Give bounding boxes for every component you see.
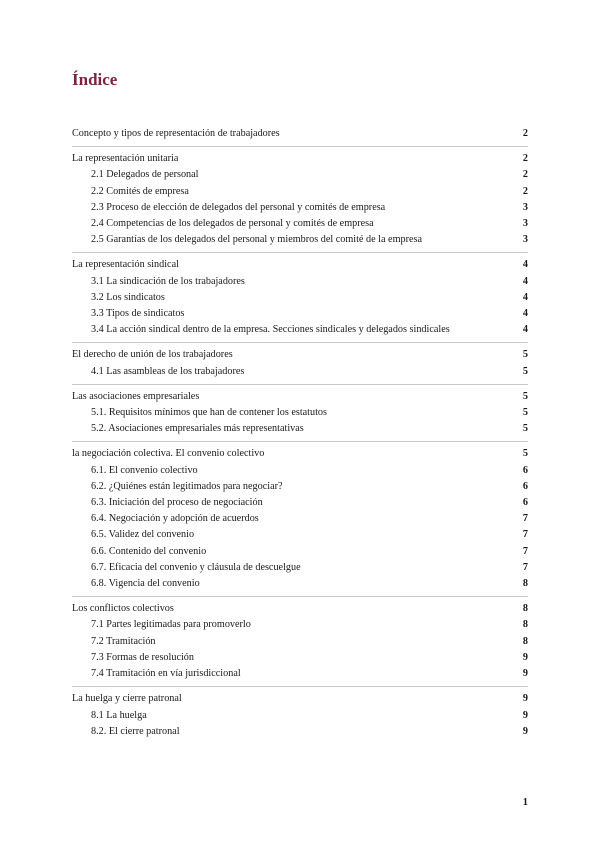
toc-entry-label: 4.1 Las asambleas de los trabajadores bbox=[91, 365, 245, 377]
toc-entry[interactable] bbox=[72, 446, 528, 462]
toc-subentry[interactable] bbox=[72, 617, 528, 633]
toc-entry-page: 7 bbox=[522, 513, 528, 525]
toc-entry-page: 4 bbox=[522, 308, 528, 320]
toc-entry-page: 4 bbox=[522, 259, 528, 271]
toc-entry-page: 4 bbox=[522, 324, 528, 336]
toc-entry-label: Las asociaciones empresariales bbox=[72, 390, 200, 402]
toc-entry-label: 2.4 Competencias de los delegados de personal y comités de empresa bbox=[91, 218, 374, 230]
toc-entry-label: 3.3 Tipos de sindicatos bbox=[91, 308, 185, 320]
toc-subentry[interactable] bbox=[72, 495, 528, 511]
toc-section bbox=[72, 686, 528, 744]
toc-entry-label: 2.5 Garantías de los delegados del personal y miembros del comité de la empresa bbox=[91, 234, 422, 246]
toc-entry-page: 8 bbox=[522, 635, 528, 647]
toc-subentry[interactable] bbox=[72, 708, 528, 724]
toc-entry-label: 6.1. El convenio colectivo bbox=[91, 464, 198, 476]
toc-entry[interactable] bbox=[72, 389, 528, 405]
toc-entry-label: La representación sindical bbox=[72, 259, 179, 271]
toc-entry-page: 7 bbox=[522, 561, 528, 573]
toc-entry-label: 2.2 Comités de empresa bbox=[91, 185, 189, 197]
page-title: Índice bbox=[72, 70, 118, 89]
toc-entry-page: 9 bbox=[522, 725, 528, 737]
toc-entry-page: 8 bbox=[522, 578, 528, 590]
toc-subentry[interactable] bbox=[72, 724, 528, 740]
toc-entry-page: 3 bbox=[522, 218, 528, 230]
toc-entry-page: 7 bbox=[522, 545, 528, 557]
toc-entry-label: La huelga y cierre patronal bbox=[72, 693, 182, 705]
toc-entry-page: 6 bbox=[522, 497, 528, 509]
toc-entry-label: 3.2 Los sindicatos bbox=[91, 291, 165, 303]
toc-entry-label: 7.4 Tramitación en vía jurisdiccional bbox=[91, 668, 241, 680]
toc-entry-page: 8 bbox=[522, 603, 528, 615]
toc-section bbox=[72, 126, 528, 146]
toc-entry-page: 2 bbox=[522, 128, 528, 139]
toc-entry-label: 3.1 La sindicación de los trabajadores bbox=[91, 275, 245, 287]
toc-entry-label: 2.3 Proceso de elección de delegados del personal y comités de empresa bbox=[91, 201, 386, 213]
toc-section bbox=[72, 252, 528, 342]
toc-entry[interactable] bbox=[72, 257, 528, 273]
toc-entry-label: 6.4. Negociación y adopción de acuerdos bbox=[91, 513, 259, 525]
toc-entry-page: 5 bbox=[522, 390, 528, 402]
toc-entry[interactable] bbox=[72, 126, 528, 142]
toc-subentry[interactable] bbox=[72, 200, 528, 216]
toc-entry-label: La representación unitaria bbox=[72, 153, 179, 165]
toc-subentry[interactable] bbox=[72, 463, 528, 479]
page-number: 1 bbox=[522, 797, 528, 808]
toc-entry-label: 6.8. Vigencia del convenio bbox=[91, 578, 200, 590]
toc-entry-page: 3 bbox=[522, 234, 528, 246]
toc-subentry[interactable] bbox=[72, 274, 528, 290]
toc-entry-page: 4 bbox=[522, 275, 528, 287]
toc-entry-label: 6.6. Contenido del convenio bbox=[91, 545, 207, 557]
toc-entry-page: 9 bbox=[522, 668, 528, 680]
toc-entry-page: 8 bbox=[522, 619, 528, 631]
toc-subentry[interactable] bbox=[72, 576, 528, 592]
toc-subentry[interactable] bbox=[72, 527, 528, 543]
toc-entry-page: 7 bbox=[522, 529, 528, 541]
toc-entry-page: 6 bbox=[522, 464, 528, 476]
toc-entry-label: El derecho de unión de los trabajadores bbox=[72, 349, 233, 361]
toc-subentry[interactable] bbox=[72, 634, 528, 650]
toc-entry-label: 8.2. El cierre patronal bbox=[91, 725, 180, 737]
toc-entry[interactable] bbox=[72, 691, 528, 707]
toc-entry-page: 9 bbox=[522, 709, 528, 721]
toc-section bbox=[72, 596, 528, 686]
toc-subentry[interactable] bbox=[72, 216, 528, 232]
toc-section bbox=[72, 441, 528, 596]
toc-subentry[interactable] bbox=[72, 232, 528, 248]
toc-subentry[interactable] bbox=[72, 421, 528, 437]
toc-subentry[interactable] bbox=[72, 306, 528, 322]
toc-entry-label: Concepto y tipos de representación de trabajadores bbox=[72, 128, 280, 139]
toc-entry[interactable] bbox=[72, 601, 528, 617]
toc-entry-label: 6.5. Validez del convenio bbox=[91, 529, 195, 541]
toc-subentry[interactable] bbox=[72, 560, 528, 576]
table-of-contents bbox=[72, 126, 528, 744]
toc-entry-page: 5 bbox=[522, 365, 528, 377]
toc-entry-label: 6.7. Eficacia del convenio y cláusula de descuelgue bbox=[91, 561, 301, 573]
toc-entry-label: 6.2. ¿Quiénes están legitimados para negociar? bbox=[91, 480, 283, 492]
toc-entry-page: 9 bbox=[522, 693, 528, 705]
toc-section bbox=[72, 342, 528, 383]
toc-entry[interactable] bbox=[72, 347, 528, 363]
toc-entry-page: 5 bbox=[522, 349, 528, 361]
toc-subentry[interactable] bbox=[72, 290, 528, 306]
toc-entry-page: 3 bbox=[522, 201, 528, 213]
toc-subentry[interactable] bbox=[72, 405, 528, 421]
toc-subentry[interactable] bbox=[72, 650, 528, 666]
toc-subentry[interactable] bbox=[72, 184, 528, 200]
toc-entry-label: 8.1 La huelga bbox=[91, 709, 147, 721]
toc-section bbox=[72, 384, 528, 442]
toc-entry-page: 5 bbox=[522, 423, 528, 435]
toc-entry-page: 4 bbox=[522, 291, 528, 303]
toc-subentry[interactable] bbox=[72, 544, 528, 560]
toc-subentry[interactable] bbox=[72, 322, 528, 338]
toc-entry[interactable] bbox=[72, 151, 528, 167]
toc-entry-label: Los conflictos colectivos bbox=[72, 603, 174, 615]
toc-entry-page: 5 bbox=[522, 407, 528, 419]
toc-entry-page: 6 bbox=[522, 480, 528, 492]
toc-entry-label: 6.3. Iniciación del proceso de negociación bbox=[91, 497, 263, 509]
toc-entry-page: 2 bbox=[522, 153, 528, 165]
toc-entry-label: 3.4 La acción sindical dentro de la empresa. Secciones sindicales y delegados sindicales bbox=[91, 324, 450, 336]
toc-section bbox=[72, 146, 528, 252]
toc-entry-label: la negociación colectiva. El convenio colectivo bbox=[72, 448, 265, 460]
toc-entry-label: 2.1 Delegados de personal bbox=[91, 169, 199, 181]
toc-entry-label: 7.3 Formas de resolución bbox=[91, 651, 194, 663]
toc-subentry[interactable] bbox=[72, 511, 528, 527]
toc-subentry[interactable] bbox=[72, 666, 528, 682]
toc-entry-page: 2 bbox=[522, 169, 528, 181]
toc-entry-label: 5.2. Asociaciones empresariales más representativas bbox=[91, 423, 304, 435]
toc-entry-page: 5 bbox=[522, 448, 528, 460]
toc-subentry[interactable] bbox=[72, 167, 528, 183]
toc-entry-page: 9 bbox=[522, 651, 528, 663]
toc-subentry[interactable] bbox=[72, 364, 528, 380]
toc-entry-label: 5.1. Requisitos mínimos que han de contener los estatutos bbox=[91, 407, 327, 419]
toc-entry-page: 2 bbox=[522, 185, 528, 197]
toc-subentry[interactable] bbox=[72, 479, 528, 495]
toc-entry-label: 7.1 Partes legitimadas para promoverlo bbox=[91, 619, 251, 631]
toc-entry-label: 7.2 Tramitación bbox=[91, 635, 156, 647]
